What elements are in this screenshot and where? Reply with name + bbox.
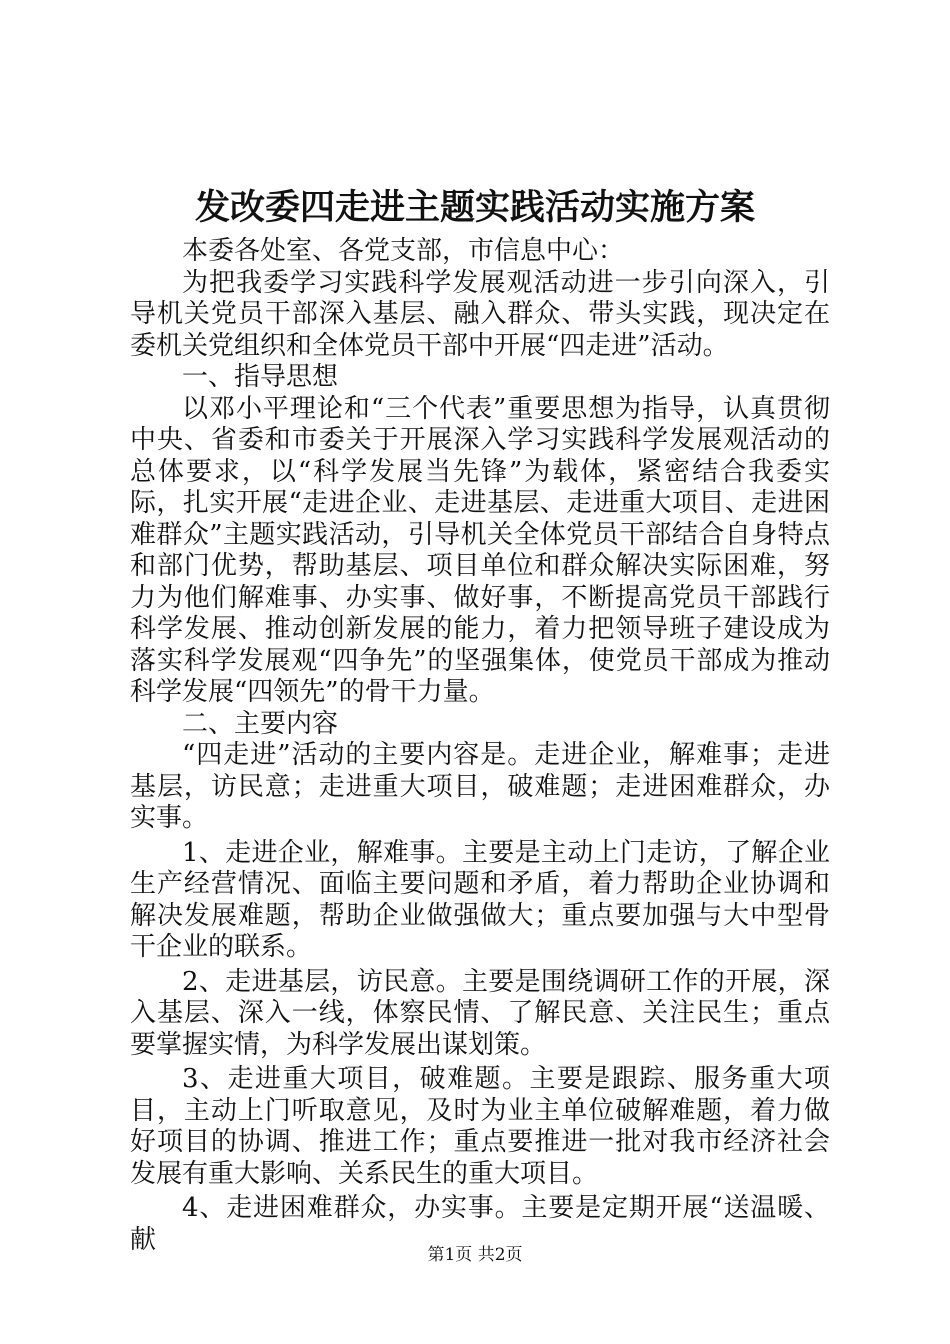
main-content-paragraph: “四走进”活动的主要内容是。走进企业，解难事；走进基层，访民意；走进重大项目，破难题；走进困难群众，办实事。	[130, 740, 830, 833]
section-heading-main-content: 二、主要内容	[182, 708, 339, 739]
intro-paragraph: 为把我委学习实践科学发展观活动进一步引向深入，引导机关党员干部深入基层、融入群众、带头实践，现决定在委机关党组织和全体党员干部中开展“四走进”活动。	[130, 267, 830, 361]
page-footer: 第1页 共2页	[427, 1245, 523, 1265]
item-4-paragraph: 4、走进困难群众，办实事。主要是定期开展“送温暖、献	[130, 1193, 830, 1255]
item-2-paragraph: 2、走进基层，访民意。主要是围绕调研工作的开展，深入基层、深入一线，体察民情、了解民意、关注民生；重点要掌握实情，为科学发展出谋划策。	[130, 966, 830, 1060]
section-heading-guiding-thought: 一、指导思想	[182, 362, 339, 392]
item-3-paragraph: 3、走进重大项目，破难题。主要是跟踪、服务重大项目，主动上门听取意见，及时为业主单位破解难题，着力做好项目的协调、推进工作；重点要推进一批对我市经济社会发展有重大影响、关系民生的重大项目。	[130, 1064, 830, 1189]
document-body	[130, 236, 830, 1256]
item-1-paragraph: 1、走进企业，解难事。主要是主动上门走访，了解企业生产经营情况、面临主要问题和矛盾，着力帮助企业协调和解决发展难题，帮助企业做强做大；重点要加强与大中型骨干企业的联系。	[130, 837, 830, 962]
salutation-paragraph: 本委各处室、各党支部，市信息中心：	[182, 236, 625, 266]
document-title: 发改委四走进主题实践活动实施方案	[194, 187, 755, 228]
guiding-thought-paragraph: 以邓小平理论和“三个代表”重要思想为指导，认真贯彻中央、省委和市委关于开展深入学习实践科学发展观活动的总体要求，以“科学发展当先锋”为载体，紧密结合我委实际，扎实开展“走进企业、走进基层、走进重大项目、走进困难群众”主题实践活动，引导机关全体党员干部结合自身特点和部门优势，帮助基层、项目单位和群众解决实际困难，努力为他们解难事、办实事、做好事，不断提高党员干部践行科学发展、推动创新发展的能力，着力把领导班子建设成为落实科学发展观“四争先”的坚强集体，使党员干部成为推动科学发展“四领先”的骨干力量。	[130, 393, 830, 707]
